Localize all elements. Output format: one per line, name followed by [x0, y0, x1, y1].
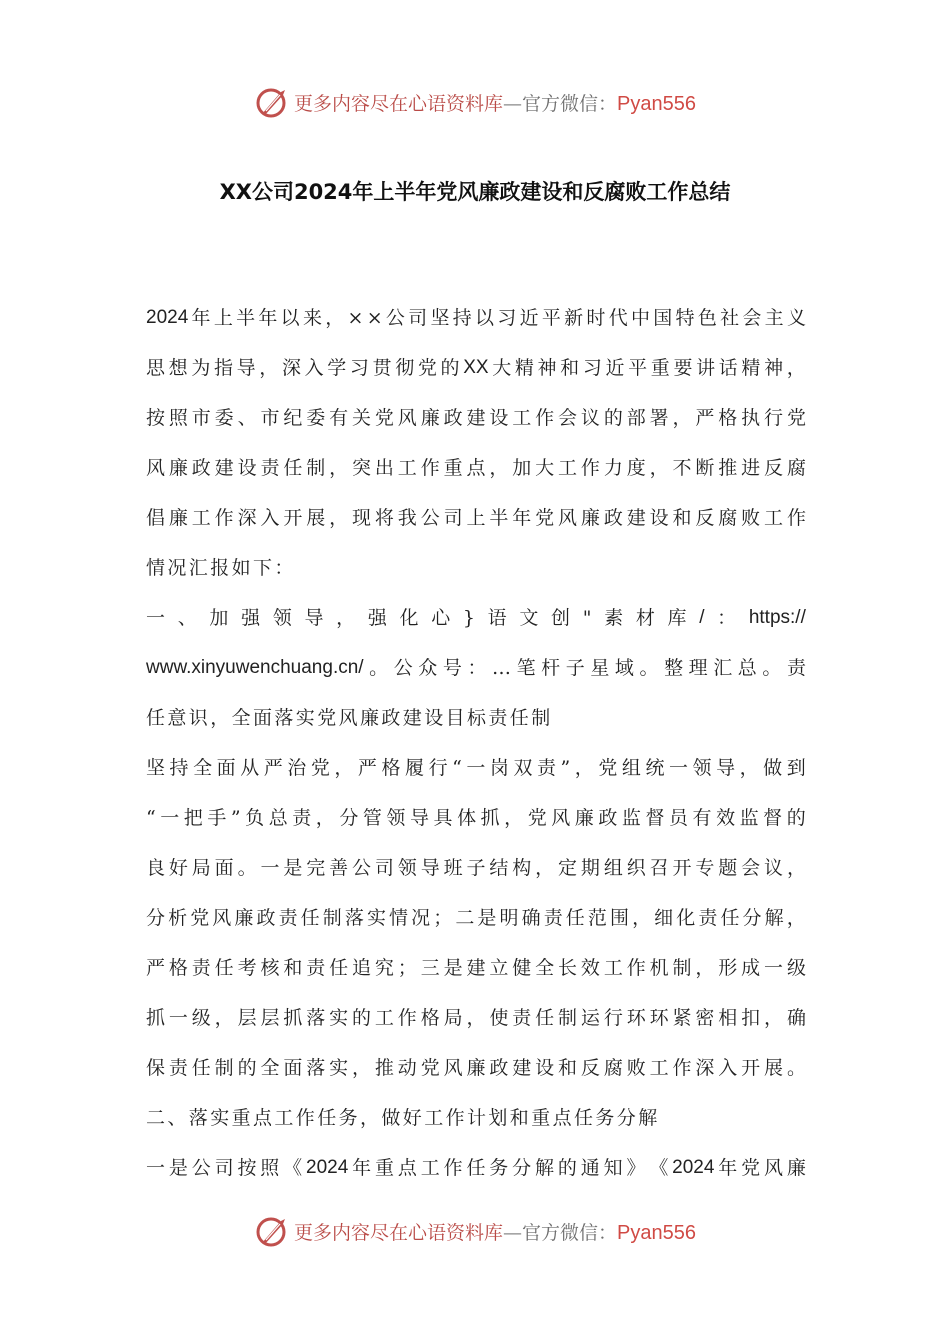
watermark-text — [294, 1218, 696, 1245]
watermark-banner-top — [0, 80, 950, 124]
watermark-account: Pyan556 — [617, 92, 696, 115]
body-line: 分 析 党 风 廉 政 责 任 制 落 实 情 况 ； 二 是 明 确 责 任 范 围 ， 细 化 责 任 分 解 ， — [146, 907, 806, 929]
document-body — [146, 293, 806, 1193]
body-line: 良 好 局 面 。 一 是 完 善 公 司 领 导 班 子 结 构 ， 定 期 组 织 召 开 专 题 会 议 ， — [146, 857, 806, 879]
body-line: “ 一 把 手 ” 负 总 责 ， 分 管 领 导 具 体 抓 ， 党 风 廉 政 监 督 员 有 效 监 督 的 — [146, 807, 806, 829]
body-line: 风 廉 政 建 设 责 任 制 ， 突 出 工 作 重 点 ， 加 大 工 作 力 度 ， 不 断 推 进 反 腐 — [146, 457, 806, 479]
document-title: XX公司2024年上半年党风廉政建设和反腐败工作总结 — [219, 180, 731, 204]
body-line: 2024 年 上 半 年 以 来 ， × × 公 司 坚 持 以 习 近 平 新 时 代 中 国 特 色 社 会 主 义 — [146, 307, 806, 329]
body-line: 思 想 为 指 导 ， 深 入 学 习 贯 彻 党 的 XX 大 精 神 和 习 近 平 重 要 讲 话 精 神 ， — [146, 357, 806, 379]
watermark-text — [294, 89, 696, 116]
watermark-wechat-label: 官方微信： — [522, 1221, 618, 1244]
watermark-account: Pyan556 — [617, 1221, 696, 1244]
body-line: 按 照 市 委 、 市 纪 委 有 关 党 风 廉 政 建 设 工 作 会 议 的 部 署 ， 严 格 执 行 党 — [146, 407, 806, 429]
watermark-dash: — — [503, 92, 523, 115]
watermark-wechat-label: 官方微信： — [522, 92, 618, 115]
body-line: 一 、 加 强 领 导 ， 强 化 心 } 语 文 创 " 素 材 库 / ： https:// — [146, 607, 806, 629]
body-line: www.xinyuwenchuang.cn/ 。 公 众 号 ： … 笔 杆 子 星 域 。 整 理 汇 总 。 责 — [146, 657, 806, 679]
body-line: 严 格 责 任 考 核 和 责 任 追 究 ； 三 是 建 立 健 全 长 效 工 作 机 制 ， 形 成 一 级 — [146, 957, 806, 979]
body-line: 坚 持 全 面 从 严 治 党 ， 严 格 履 行 “ 一 岗 双 责 ” ， 党 组 统 一 领 导 ， 做 到 — [146, 757, 806, 779]
watermark-site: 更多内容尽在心语资料库 — [294, 1221, 504, 1244]
body-line: 保 责 任 制 的 全 面 落 实 ， 推 动 党 风 廉 政 建 设 和 反 腐 败 工 作 深 入 开 展 。 — [146, 1057, 806, 1079]
body-line: 倡 廉 工 作 深 入 开 展 ， 现 将 我 公 司 上 半 年 党 风 廉 政 建 设 和 反 腐 败 工 作 — [146, 507, 806, 529]
body-line: 抓 一 级 ， 层 层 抓 落 实 的 工 作 格 局 ， 使 责 任 制 运 行 环 环 紧 密 相 扣 ， 确 — [146, 1007, 806, 1029]
body-line: 任意识，全面落实党风廉政建设目标责任制 — [146, 707, 553, 729]
watermark-dash: — — [503, 1221, 523, 1244]
watermark-banner-bottom — [0, 1209, 950, 1253]
body-line: 二、落实重点工作任务，做好工作计划和重点任务分解 — [146, 1107, 660, 1129]
quill-logo-icon — [254, 1213, 290, 1249]
body-line: 一 是 公 司 按 照 《 2024 年 重 点 工 作 任 务 分 解 的 通 知 》 《 2024 年 党 风 廉 — [146, 1157, 806, 1179]
watermark-site: 更多内容尽在心语资料库 — [294, 92, 504, 115]
body-line: 情况汇报如下： — [146, 557, 296, 579]
quill-logo-icon — [254, 84, 290, 120]
